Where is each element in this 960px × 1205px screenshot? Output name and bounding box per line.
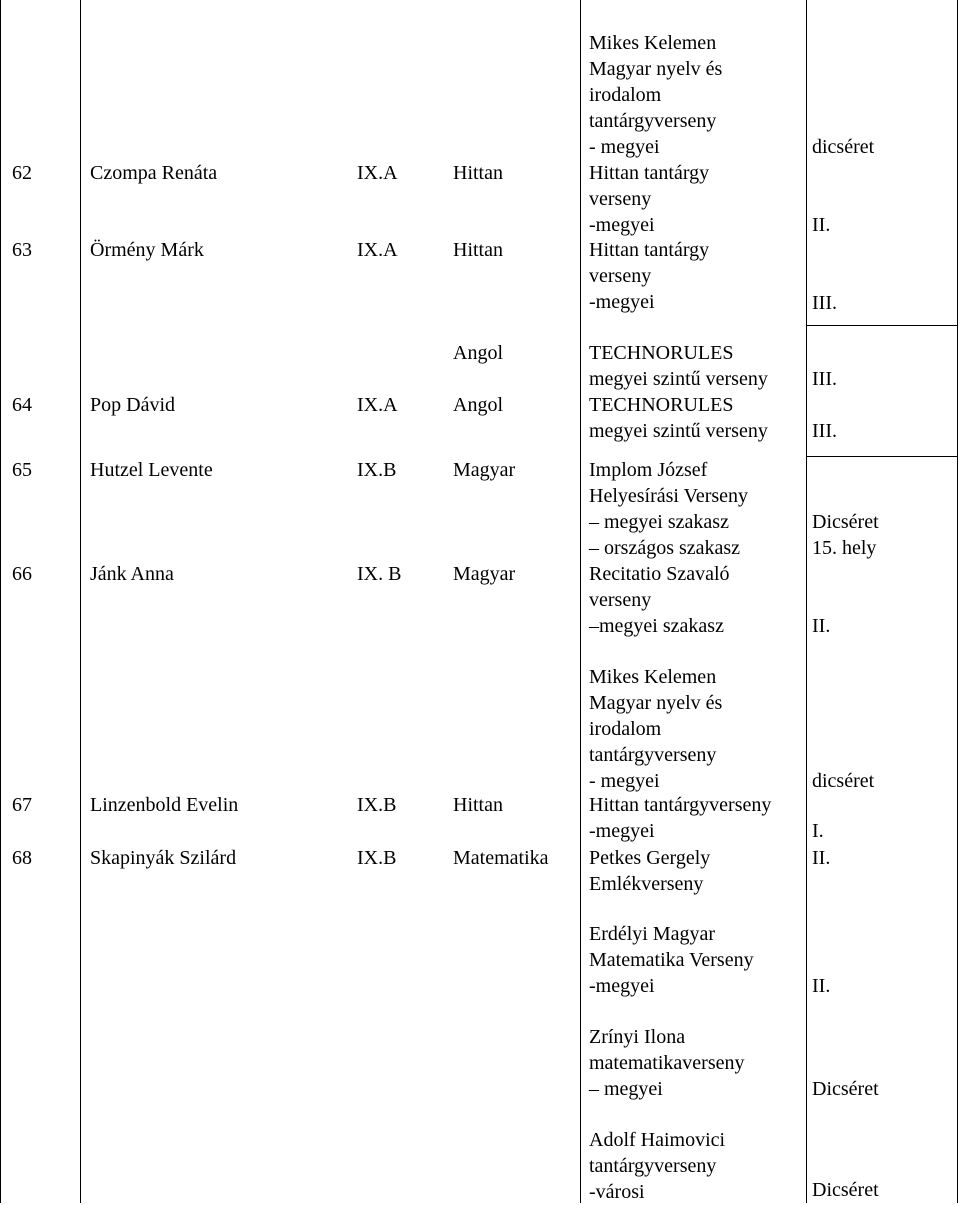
competition-cell	[589, 921, 754, 999]
competition-line: Erdélyi Magyar	[589, 923, 716, 945]
competition-line: -városi	[589, 1181, 645, 1203]
table-border-col3	[806, 0, 807, 1203]
competition-line: tantárgyverseny	[589, 110, 717, 132]
table-border-left	[0, 0, 1, 1203]
row-number: 62	[12, 162, 32, 184]
result-cell: III.	[812, 292, 837, 314]
class-cell: IX.A	[357, 239, 398, 261]
result-line: Dicséret	[812, 511, 879, 533]
class-cell: IX. B	[357, 563, 402, 585]
competition-cell	[589, 792, 771, 844]
competition-line: Mikes Kelemen	[589, 32, 717, 54]
result-cell	[812, 509, 879, 561]
student-name: Pop Dávid	[90, 394, 175, 416]
class-cell: IX.B	[357, 794, 397, 816]
table-border-right	[957, 0, 958, 1203]
row-number: 66	[12, 563, 32, 585]
competition-cell	[589, 1024, 745, 1102]
competition-cell	[589, 392, 768, 444]
subject-cell: Angol	[453, 342, 503, 364]
competition-cell	[589, 561, 730, 639]
competition-line: TECHNORULES	[589, 342, 734, 364]
competition-cell	[589, 845, 710, 897]
competition-line: Hittan tantárgyverseny	[589, 794, 772, 816]
row-number: 68	[12, 847, 32, 869]
competition-line: Matematika Verseny	[589, 949, 754, 971]
competition-line: Hittan tantárgy	[589, 239, 710, 261]
competition-line: verseny	[589, 265, 652, 287]
result-cell: dicséret	[812, 136, 875, 158]
student-name: Hutzel Levente	[90, 459, 213, 481]
competition-line: tantárgyverseny	[589, 1155, 717, 1177]
subject-cell: Hittan	[453, 162, 503, 184]
subject-cell: Magyar	[453, 563, 516, 585]
subject-cell: Hittan	[453, 239, 503, 261]
result-line: 15. hely	[812, 537, 877, 559]
competition-line: Emlékverseny	[589, 873, 704, 895]
competition-line: -megyei	[589, 820, 655, 842]
competition-cell	[589, 664, 722, 794]
competition-line: Hittan tantárgy	[589, 162, 710, 184]
competition-line: Mikes Kelemen	[589, 666, 717, 688]
competition-line: – megyei	[589, 1078, 663, 1100]
competition-line: Adolf Haimovici	[589, 1129, 726, 1151]
competition-line: verseny	[589, 589, 652, 611]
competition-line: – országos szakasz	[589, 537, 741, 559]
competition-line: verseny	[589, 188, 652, 210]
competition-line: matematikaverseny	[589, 1052, 745, 1074]
class-cell: IX.A	[357, 162, 398, 184]
result-cell: II.	[812, 847, 831, 869]
student-name: Czompa Renáta	[90, 162, 218, 184]
competition-cell	[589, 457, 748, 561]
subject-cell: Angol	[453, 394, 503, 416]
competition-line: irodalom	[589, 84, 662, 106]
competition-cell	[589, 160, 709, 238]
class-cell: IX.A	[357, 394, 398, 416]
row-number: 67	[12, 794, 32, 816]
result-cell: II.	[812, 214, 831, 236]
competition-line: Petkes Gergely	[589, 847, 711, 869]
competition-line: irodalom	[589, 718, 662, 740]
student-name: Linzenbold Evelin	[90, 794, 239, 816]
row-number: 64	[12, 394, 32, 416]
competition-line: Helyesírási Verseny	[589, 485, 749, 507]
student-name: Jánk Anna	[90, 563, 174, 585]
competition-cell	[589, 340, 768, 392]
competition-line: -megyei	[589, 975, 655, 997]
subject-cell: Magyar	[453, 459, 516, 481]
class-cell: IX.B	[357, 459, 397, 481]
table-rule-row66	[806, 456, 958, 457]
result-cell: III.	[812, 420, 837, 442]
result-cell: II.	[812, 615, 831, 637]
result-cell: Dicséret	[812, 1078, 879, 1100]
competition-line: Recitatio Szavaló	[589, 563, 730, 585]
table-border-col2	[580, 0, 581, 1203]
student-name: Örmény Márk	[90, 239, 204, 261]
result-cell: I.	[812, 820, 824, 842]
competition-line: Implom József	[589, 459, 708, 481]
student-name: Skapinyák Szilárd	[90, 847, 237, 869]
subject-cell: Matematika	[453, 847, 549, 869]
table-rule-row64	[806, 325, 958, 326]
competition-line: megyei szintű verseny	[589, 368, 768, 390]
result-cell: Dicséret	[812, 1179, 879, 1201]
table-border-col1	[80, 0, 81, 1203]
result-cell: III.	[812, 368, 837, 390]
row-number: 63	[12, 239, 32, 261]
competition-line: Zrínyi Ilona	[589, 1026, 686, 1048]
competition-line: - megyei	[589, 770, 660, 792]
competition-line: TECHNORULES	[589, 394, 734, 416]
competition-line: –megyei szakasz	[589, 615, 724, 637]
competition-cell	[589, 30, 722, 160]
competition-line: Magyar nyelv és	[589, 58, 723, 80]
result-cell: II.	[812, 975, 831, 997]
class-cell: IX.B	[357, 847, 397, 869]
competition-line: – megyei szakasz	[589, 511, 729, 533]
competition-cell	[589, 1127, 725, 1205]
competition-cell	[589, 237, 709, 315]
subject-cell: Hittan	[453, 794, 503, 816]
competition-line: -megyei	[589, 214, 655, 236]
competition-line: Magyar nyelv és	[589, 692, 723, 714]
competition-line: megyei szintű verseny	[589, 420, 768, 442]
result-cell: dicséret	[812, 770, 875, 792]
competition-line: tantárgyverseny	[589, 744, 717, 766]
row-number: 65	[12, 459, 32, 481]
competition-line: - megyei	[589, 136, 660, 158]
competition-line: -megyei	[589, 291, 655, 313]
